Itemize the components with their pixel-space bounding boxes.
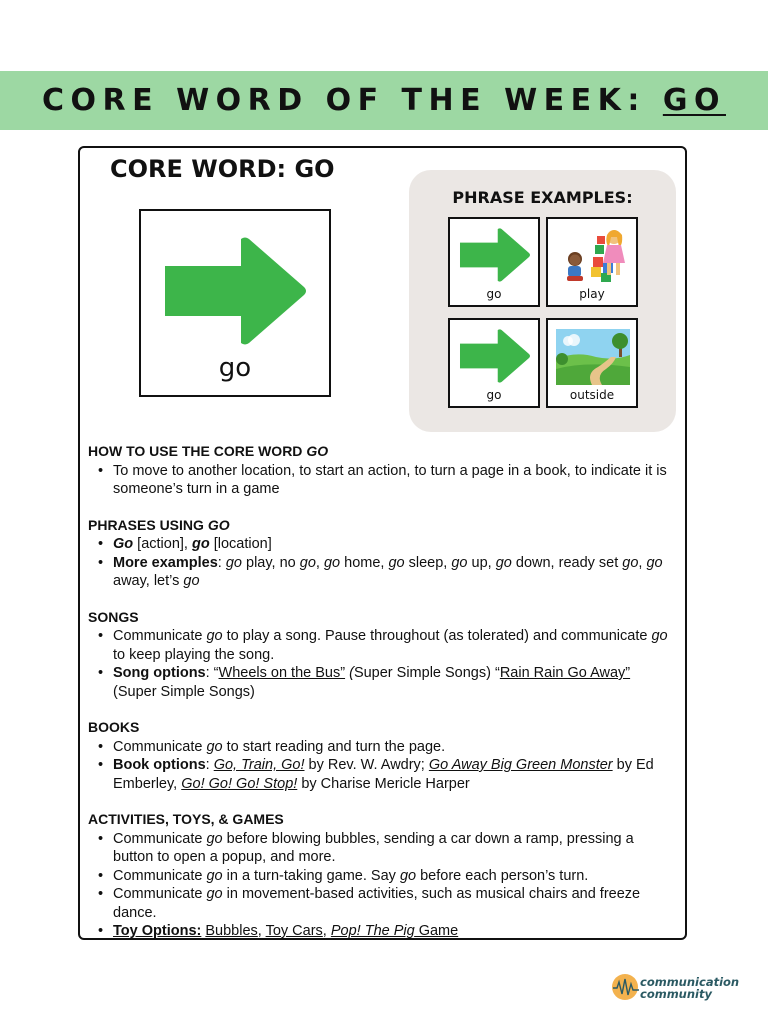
list-item: • More examples: go play, no go, go home, go sleep, go up, go down, ready set go, go away, let’s go <box>113 554 673 591</box>
section-activities <box>88 810 673 941</box>
green-arrow-icon <box>459 328 531 384</box>
list-item: • Communicate go before blowing bubbles, sending a car down a ramp, pressing a button to open a popup, and more. <box>113 830 673 867</box>
soundwave-logo-icon <box>611 973 641 1001</box>
list-item: • Communicate go to start reading and turn the page. <box>113 738 673 757</box>
children-playing-blocks-image <box>555 223 631 283</box>
core-word-title: CORE WORD: GO <box>110 155 335 183</box>
green-arrow-icon <box>459 227 531 283</box>
list-item: • Book options: Go, Train, Go! by Rev. W. Awdry; Go Away Big Green Monster by Ed Emberley, Go! Go! Go! Stop! by Charise Mericle Harper <box>113 756 673 793</box>
logo-wordmark: communication community <box>640 975 740 1001</box>
banner-title: CORE WORD OF THE WEEK: GO <box>42 83 726 118</box>
toy-link-pop-the-pig[interactable]: Pop! The Pig Game <box>330 923 459 939</box>
phrase-tile-label: go <box>486 388 502 402</box>
book-link-go-train-go[interactable]: Go, Train, Go! <box>213 757 305 773</box>
toy-link-bubbles[interactable]: Bubbles <box>205 923 258 939</box>
core-word-card <box>78 146 687 940</box>
list-item: • To move to another location, to start an action, to turn a page in a book, to indicate it is someone’s turn in a game <box>113 462 673 499</box>
section-how-to-use <box>88 442 673 499</box>
core-word-label: go <box>218 353 252 383</box>
core-word-symbol-tile <box>139 209 331 397</box>
section-heading: SONGS <box>88 608 139 625</box>
instructions-body <box>88 442 673 958</box>
book-link-go-away-big-green-monster[interactable]: Go Away Big Green Monster <box>428 757 613 773</box>
section-books <box>88 718 673 793</box>
section-heading: ACTIVITIES, TOYS, & GAMES <box>88 811 284 827</box>
book-link-go-go-go-stop[interactable]: Go! Go! Go! Stop! <box>181 775 298 792</box>
list-item: • Song options: “Wheels on the Bus” (Super Simple Songs) “Rain Rain Go Away” (Super Simple Songs) <box>113 664 673 701</box>
title-banner <box>0 71 768 130</box>
section-songs <box>88 608 673 702</box>
section-heading: BOOKS <box>88 719 140 735</box>
park-path-scene-image <box>556 329 630 385</box>
list-item: • Communicate go in a turn-taking game. Say go before each person’s turn. <box>113 867 673 886</box>
list-item: • Communicate go to play a song. Pause throughout (as tolerated) and communicate go to keep playing the song. <box>113 627 673 664</box>
phrase-tile-go-2 <box>448 318 540 408</box>
list-item: • Communicate go in movement-based activities, such as musical chairs and freeze dance. <box>113 885 673 922</box>
list-item: • Go [action], go [location] <box>113 535 673 554</box>
phrase-tile-label: go <box>486 287 502 301</box>
green-arrow-icon <box>163 236 308 346</box>
section-phrases <box>88 516 673 591</box>
phrase-tile-label: outside <box>569 388 615 402</box>
section-heading: HOW TO USE THE CORE WORD GO <box>88 443 329 459</box>
phrase-examples-panel <box>409 170 676 432</box>
list-item: • Toy Options: Bubbles, Toy Cars, Pop! The Pig Game <box>113 922 673 941</box>
phrase-tile-label: play <box>579 287 605 301</box>
phrase-tile-outside <box>546 318 638 408</box>
song-link-wheels-on-the-bus[interactable]: Wheels on the Bus” <box>218 665 346 681</box>
phrase-tile-go-1 <box>448 217 540 307</box>
toy-link-toy-cars[interactable]: Toy Cars <box>265 923 323 939</box>
section-heading: PHRASES USING GO <box>88 516 230 533</box>
communication-community-logo <box>611 973 751 1003</box>
phrase-examples-title: PHRASE EXAMPLES: <box>452 188 633 207</box>
banner-core-word: GO <box>662 83 726 118</box>
phrase-tile-play <box>546 217 638 307</box>
song-link-rain-rain-go-away[interactable]: Rain Rain Go Away” <box>499 665 631 681</box>
